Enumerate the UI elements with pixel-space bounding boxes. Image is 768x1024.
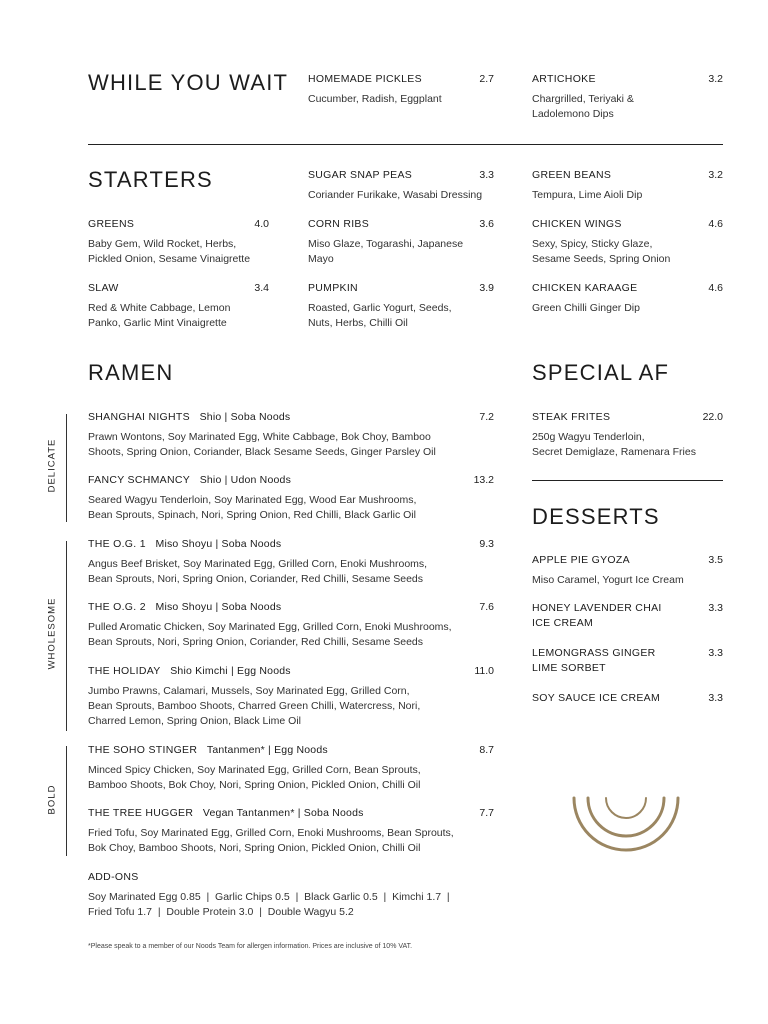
item-name: SUGAR SNAP PEAS	[308, 169, 413, 181]
allergen-footnote: *Please speak to a member of our Noods Team for allergen information. Prices are inclusive of 10% VAT.	[88, 943, 413, 950]
group-line-bold	[66, 746, 67, 856]
item-name: SHANGHAI NIGHTS	[88, 411, 190, 423]
item-price: 3.3	[708, 602, 723, 614]
item-name-line1: LEMONGRASS GINGER	[532, 647, 656, 659]
item-name-wrap	[88, 744, 328, 756]
item-description-line2: Bamboo Shoots, Bok Choy, Nori, Spring Onion, Pickled Onion, Chilli Oil	[88, 779, 421, 791]
item-description: Green Chilli Ginger Dip	[532, 302, 640, 314]
item-price: 3.9	[479, 282, 494, 294]
item-name-line1: HONEY LAVENDER CHAI	[532, 602, 662, 614]
item-broth-noodle: Shio | Soba Noods	[199, 411, 291, 423]
item-name: THE SOHO STINGER	[88, 744, 198, 756]
group-line-delicate	[66, 414, 67, 522]
item-description-line1: Seared Wagyu Tenderloin, Soy Marinated Egg, Wood Ear Mushrooms,	[88, 494, 417, 506]
item-description: Tempura, Lime Aioli Dip	[532, 189, 643, 201]
item-name: SOY SAUCE ICE CREAM	[532, 692, 661, 704]
item-name: CORN RIBS	[308, 218, 370, 230]
item-description-line2: Secret Demiglaze, Ramenara Fries	[532, 446, 696, 458]
item-description-line1: Miso Glaze, Togarashi, Japanese	[308, 238, 464, 250]
item-description-line2: Bean Sprouts, Nori, Spring Onion, Coriander, Red Chilli, Sesame Seeds	[88, 636, 424, 648]
addons-title: ADD-ONS	[88, 871, 139, 883]
ramen-heading: RAMEN	[88, 360, 174, 385]
item-description-line1: Baby Gem, Wild Rocket, Herbs,	[88, 238, 237, 250]
item-description-line2: Bean Sprouts, Nori, Spring Onion, Coriander, Red Chilli, Sesame Seeds	[88, 573, 424, 585]
item-description-line1: 250g Wagyu Tenderloin,	[532, 431, 645, 443]
item-description-line2: Ladolemono Dips	[532, 108, 614, 120]
item-price: 3.5	[708, 554, 723, 566]
item-broth-noodle: Shio Kimchi | Egg Noods	[170, 665, 291, 677]
item-description: Cucumber, Radish, Eggplant	[308, 93, 442, 105]
item-name-wrap	[88, 807, 364, 819]
item-description-line1: Jumbo Prawns, Calamari, Mussels, Soy Marinated Egg, Grilled Corn,	[88, 685, 410, 697]
item-price: 4.6	[708, 218, 723, 230]
item-price: 11.0	[474, 665, 494, 677]
item-name: APPLE PIE GYOZA	[532, 554, 630, 566]
noodle-bowl-arcs-icon	[566, 790, 686, 860]
item-name: PUMPKIN	[308, 282, 358, 294]
item-price: 7.7	[479, 807, 494, 819]
item-description-line2: Bok Choy, Bamboo Shoots, Nori, Spring Onion, Pickled Onion, Chilli Oil	[88, 842, 421, 854]
item-description-line1: Red & White Cabbage, Lemon	[88, 302, 231, 314]
addons-line2: Fried Tofu 1.7 | Double Protein 3.0 | Double Wagyu 5.2	[88, 906, 354, 918]
item-name: HOMEMADE PICKLES	[308, 73, 422, 85]
item-name-wrap	[88, 601, 281, 613]
addons-line1: Soy Marinated Egg 0.85 | Garlic Chips 0.5 | Black Garlic 0.5 | Kimchi 1.7 |	[88, 891, 450, 903]
item-description: Miso Caramel, Yogurt Ice Cream	[532, 574, 684, 586]
item-description-line3: Charred Lemon, Spring Onion, Black Lime Oil	[88, 715, 302, 727]
item-price: 3.3	[708, 647, 723, 659]
starters-heading: STARTERS	[88, 167, 213, 192]
item-name: GREENS	[88, 218, 135, 230]
item-price: 7.2	[479, 411, 494, 423]
item-description-line1: Angus Beef Brisket, Soy Marinated Egg, Grilled Corn, Enoki Mushrooms,	[88, 558, 428, 570]
item-name: THE O.G. 2	[88, 601, 146, 613]
item-price: 9.3	[479, 538, 494, 550]
item-price: 13.2	[473, 474, 494, 486]
item-description-line1: Minced Spicy Chicken, Soy Marinated Egg, Grilled Corn, Bean Sprouts,	[88, 764, 421, 776]
item-name: THE HOLIDAY	[88, 665, 161, 677]
item-description-line2: Shoots, Spring Onion, Coriander, Black Sesame Seeds, Ginger Parsley Oil	[88, 446, 436, 458]
section-divider	[88, 144, 723, 145]
item-description-line2: Bean Sprouts, Bamboo Shoots, Charred Green Chilli, Watercress, Nori,	[88, 700, 421, 712]
item-broth-noodle: Vegan Tantanmen* | Soba Noods	[202, 807, 364, 819]
group-line-wholesome	[66, 541, 67, 731]
item-price: 4.6	[708, 282, 723, 294]
item-description-line2: Pickled Onion, Sesame Vinaigrette	[88, 253, 251, 265]
item-price: 7.6	[479, 601, 494, 613]
arc-inner	[606, 798, 646, 818]
item-description-line2: Panko, Garlic Mint Vinaigrette	[88, 317, 227, 329]
item-name-wrap	[88, 411, 290, 423]
item-price: 3.2	[708, 169, 723, 181]
item-description-line2: Nuts, Herbs, Chilli Oil	[308, 317, 408, 329]
item-name: GREEN BEANS	[532, 169, 612, 181]
while-you-wait-heading: WHILE YOU WAIT	[88, 70, 289, 95]
item-name: CHICKEN KARAAGE	[532, 282, 638, 294]
item-price: 2.7	[479, 73, 494, 85]
item-description: Coriander Furikake, Wasabi Dressing	[308, 189, 483, 201]
item-name: FANCY SCHMANCY	[88, 474, 191, 486]
item-description-line1: Fried Tofu, Soy Marinated Egg, Grilled Corn, Enoki Mushrooms, Bean Sprouts,	[88, 827, 454, 839]
special-af-heading: SPECIAL AF	[532, 360, 670, 385]
item-name-line2: LIME SORBET	[532, 662, 606, 674]
item-name-wrap	[88, 474, 291, 486]
item-description-line1: Chargrilled, Teriyaki &	[532, 93, 634, 105]
item-price: 3.4	[254, 282, 269, 294]
item-description-line1: Sexy, Spicy, Sticky Glaze,	[532, 238, 653, 250]
item-name: SLAW	[88, 282, 119, 294]
group-label-wholesome: WHOLESOME	[46, 597, 58, 670]
desserts-heading: DESSERTS	[532, 504, 660, 529]
item-name-line2: ICE CREAM	[532, 617, 594, 629]
item-description-line1: Prawn Wontons, Soy Marinated Egg, White Cabbage, Bok Choy, Bamboo	[88, 431, 431, 443]
item-description-line1: Pulled Aromatic Chicken, Soy Marinated Egg, Grilled Corn, Enoki Mushrooms,	[88, 621, 452, 633]
item-description-line1: Roasted, Garlic Yogurt, Seeds,	[308, 302, 452, 314]
item-price: 3.6	[479, 218, 494, 230]
item-price: 3.3	[479, 169, 494, 181]
item-broth-noodle: Miso Shoyu | Soba Noods	[155, 538, 282, 550]
item-price: 8.7	[479, 744, 494, 756]
item-price: 22.0	[702, 411, 723, 423]
item-name: STEAK FRITES	[532, 411, 611, 423]
item-broth-noodle: Tantanmen* | Egg Noods	[206, 744, 328, 756]
item-price: 3.2	[708, 73, 723, 85]
group-label-bold: BOLD	[46, 784, 58, 815]
item-description-line2: Mayo	[308, 253, 334, 265]
section-divider	[532, 480, 723, 481]
group-label-delicate: DELICATE	[46, 438, 58, 493]
item-name-wrap	[88, 665, 291, 677]
item-price: 3.3	[708, 692, 723, 704]
item-name-wrap	[88, 538, 281, 550]
item-name: ARTICHOKE	[532, 73, 596, 85]
item-broth-noodle: Shio | Udon Noods	[199, 474, 292, 486]
item-price: 4.0	[254, 218, 269, 230]
item-name: THE O.G. 1	[88, 538, 146, 550]
item-name: THE TREE HUGGER	[88, 807, 194, 819]
item-description-line2: Bean Sprouts, Spinach, Nori, Spring Onion, Red Chilli, Black Garlic Oil	[88, 509, 416, 521]
item-description-line2: Sesame Seeds, Spring Onion	[532, 253, 671, 265]
item-broth-noodle: Miso Shoyu | Soba Noods	[155, 601, 282, 613]
item-name: CHICKEN WINGS	[532, 218, 622, 230]
